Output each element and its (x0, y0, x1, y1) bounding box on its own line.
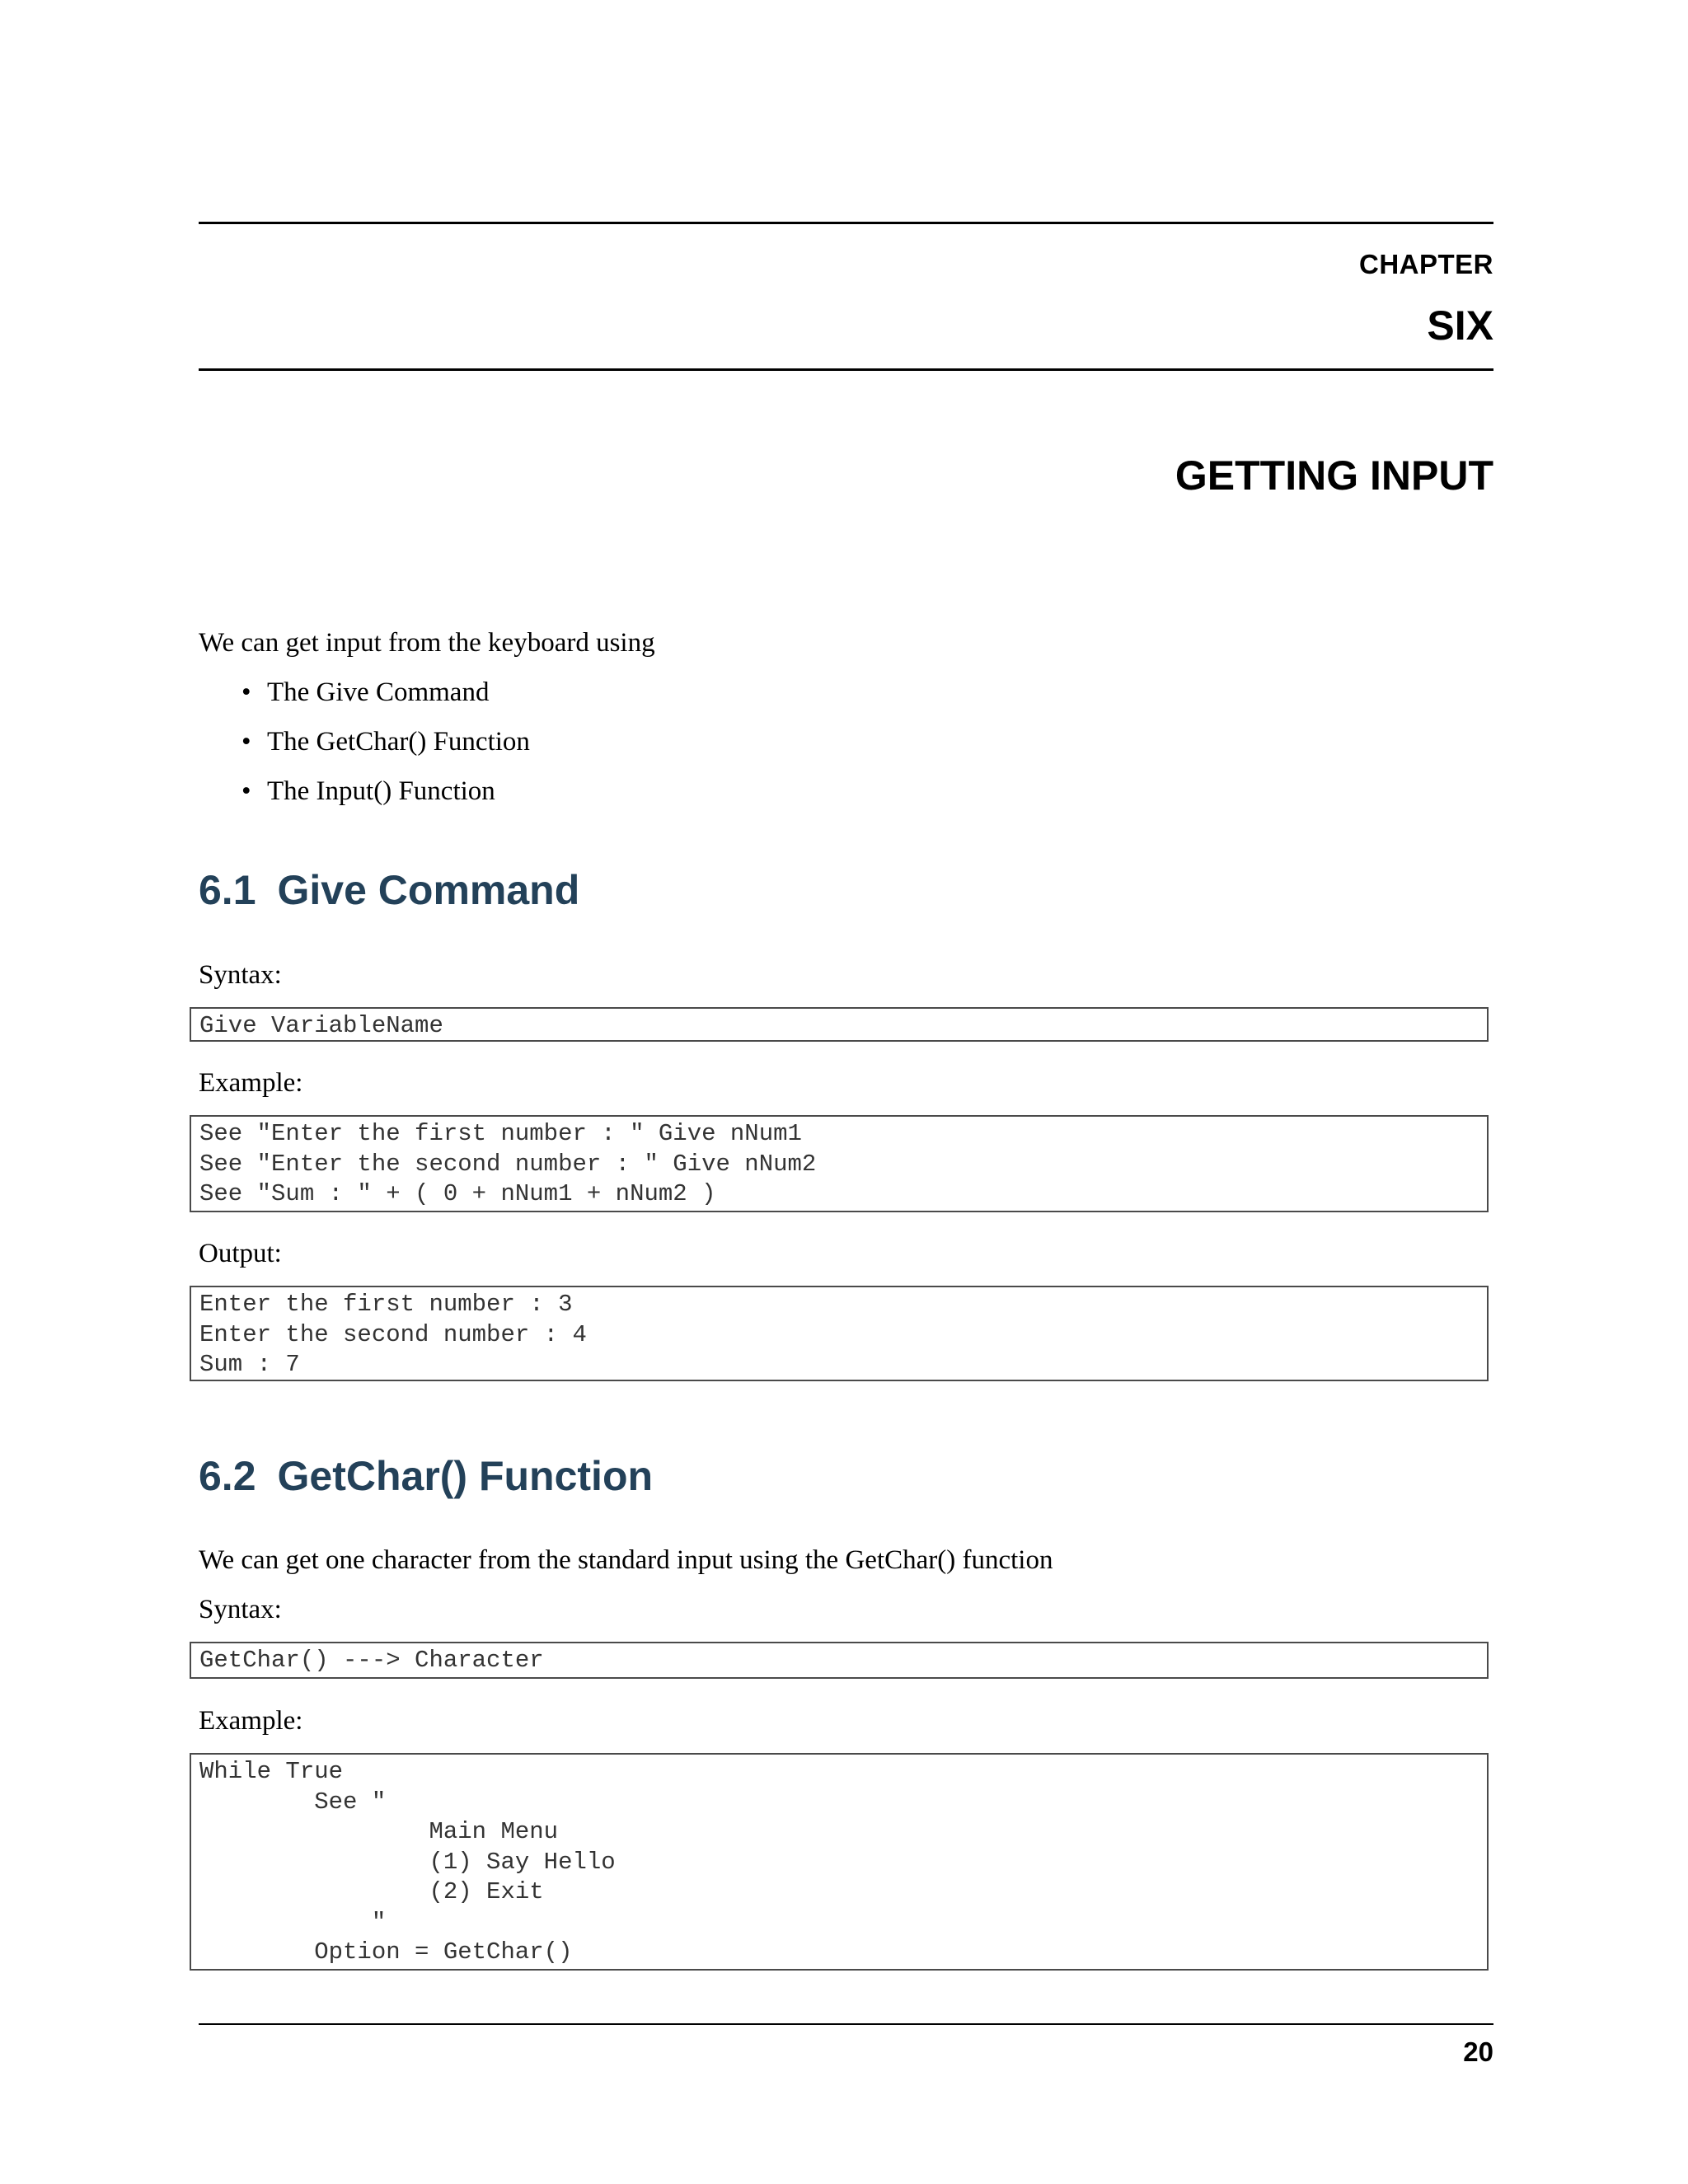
example-code-block: While True See " Main Menu (1) Say Hello (2) Exit " Option = GetChar() (190, 1753, 1489, 1971)
chapter-number: SIX (1427, 302, 1493, 349)
syntax-code-block: GetChar() ---> Character (190, 1642, 1489, 1679)
example-label: Example: (199, 1068, 303, 1098)
chapter-bottom-rule (199, 368, 1493, 371)
list-item (239, 775, 530, 824)
section-heading-getchar-function (199, 1452, 653, 1500)
list-item (239, 725, 530, 775)
section-title: GetChar() Function (277, 1453, 654, 1499)
section-title: Give Command (277, 867, 580, 913)
section-number: 6.2 (199, 1453, 256, 1499)
chapter-label: CHAPTER (1358, 249, 1493, 279)
page-number: 20 (1463, 2036, 1493, 2067)
footer-rule (199, 2023, 1493, 2025)
syntax-label: Syntax: (199, 1595, 282, 1624)
bullet-icon: • (241, 677, 251, 707)
list-item-text: The Give Command (267, 677, 490, 707)
section-number: 6.1 (199, 867, 256, 913)
input-methods-list (239, 676, 530, 824)
example-code-block: See "Enter the first number : " Give nNum1 See "Enter the second number : " Give nNum2 See "Sum : " + ( 0 + nNum1 + nNum2 ) (190, 1115, 1489, 1212)
intro-paragraph: We can get input from the keyboard using (199, 628, 655, 658)
syntax-label: Syntax: (199, 960, 282, 990)
list-item-text: The Input() Function (267, 776, 495, 806)
output-label: Output: (199, 1239, 282, 1268)
output-code-block: Enter the first number : 3 Enter the second number : 4 Sum : 7 (190, 1286, 1489, 1381)
list-item (239, 676, 530, 725)
bullet-icon: • (241, 727, 251, 757)
chapter-top-rule (199, 222, 1493, 224)
chapter-title: GETTING INPUT (1175, 452, 1493, 499)
getchar-description: We can get one character from the standard input using the GetChar() function (199, 1545, 1053, 1575)
syntax-code-block: Give VariableName (190, 1007, 1489, 1042)
section-heading-give-command (199, 866, 579, 914)
list-item-text: The GetChar() Function (267, 727, 530, 757)
example-label: Example: (199, 1706, 303, 1736)
bullet-icon: • (241, 776, 251, 806)
